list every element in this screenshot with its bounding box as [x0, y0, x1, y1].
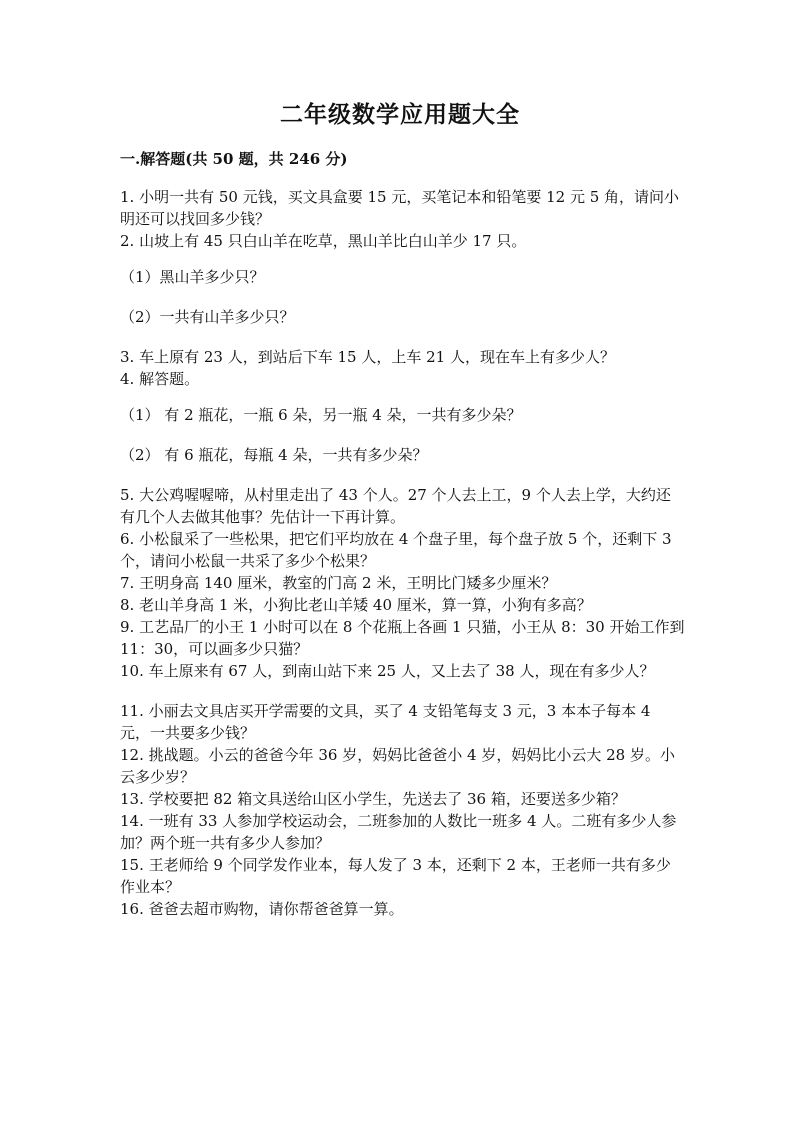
question-2: 2. 山坡上有 45 只白山羊在吃草，黑山羊比白山羊少 17 只。: [120, 232, 527, 250]
question-6: 6. 小松鼠采了一些松果，把它们平均放在 4 个盘子里，每个盘子放 5 个，还剩下 3 个，请问小松鼠一共采了多少个松果？: [120, 530, 672, 570]
section-heading: 一.解答题(共 50 题，共 246 分): [120, 150, 348, 168]
question-5: 5. 大公鸡喔喔啼，从村里走出了 43 个人。27 个人去上工，9 个人去上学，大约还有几个人去做其他事？先估计一下再计算。: [120, 486, 671, 526]
question-11: 11. 小丽去文具店买开学需要的文具，买了 4 支铅笔每支 3 元，3 本本子每本 4 元，一共要多少钱？: [120, 702, 651, 742]
question-9: 9. 工艺品厂的小王 1 小时可以在 8 个花瓶上各画 1 只猫，小王从 8：30 开始工作到 11：30，可以画多少只猫？: [120, 618, 685, 658]
question-2-sub-2: （2）一共有山羊多少只？: [120, 308, 295, 326]
question-10: 10. 车上原来有 67 人，到南山站下来 25 人，又上去了 38 人，现在有多少人？: [120, 662, 655, 680]
page-title: 二年级数学应用题大全: [280, 101, 520, 128]
question-3: 3. 车上原有 23 人，到站后下车 15 人，上车 21 人，现在车上有多少人？: [120, 348, 615, 366]
question-4-sub-2: （2） 有 6 瓶花，每瓶 4 朵，一共有多少朵？: [120, 446, 428, 464]
question-1: 1. 小明一共有 50 元钱，买文具盒要 15 元，买笔记本和铅笔要 12 元 5 角，请问小明还可以找回多少钱？: [120, 188, 680, 228]
question-16: 16. 爸爸去超市购物，请你帮爸爸算一算。: [120, 900, 404, 918]
question-7: 7. 王明身高 140 厘米，教室的门高 2 米，王明比门矮多少厘米？: [120, 574, 557, 592]
question-8: 8. 老山羊身高 1 米，小狗比老山羊矮 40 厘米，算一算，小狗有多高？: [120, 596, 592, 614]
question-15: 15. 王老师给 9 个同学发作业本，每人发了 3 本，还剩下 2 本，王老师一共有多少作业本？: [120, 856, 671, 896]
question-list: [120, 186, 685, 920]
question-4-sub-1: （1） 有 2 瓶花，一瓶 6 朵，另一瓶 4 朵，一共有多少朵？: [120, 406, 522, 424]
question-2-sub-1: （1）黑山羊多少只？: [120, 268, 265, 286]
question-14: 14. 一班有 33 人参加学校运动会，二班参加的人数比一班多 4 人。二班有多少人参加？两个班一共有多少人参加？: [120, 812, 677, 852]
question-13: 13. 学校要把 82 箱文具送给山区小学生，先送去了 36 箱，还要送多少箱？: [120, 790, 626, 808]
question-12: 12. 挑战题。小云的爸爸今年 36 岁，妈妈比爸爸小 4 岁，妈妈比小云大 28 岁。小云多少岁？: [120, 746, 675, 786]
question-4: 4. 解答题。: [120, 370, 200, 388]
